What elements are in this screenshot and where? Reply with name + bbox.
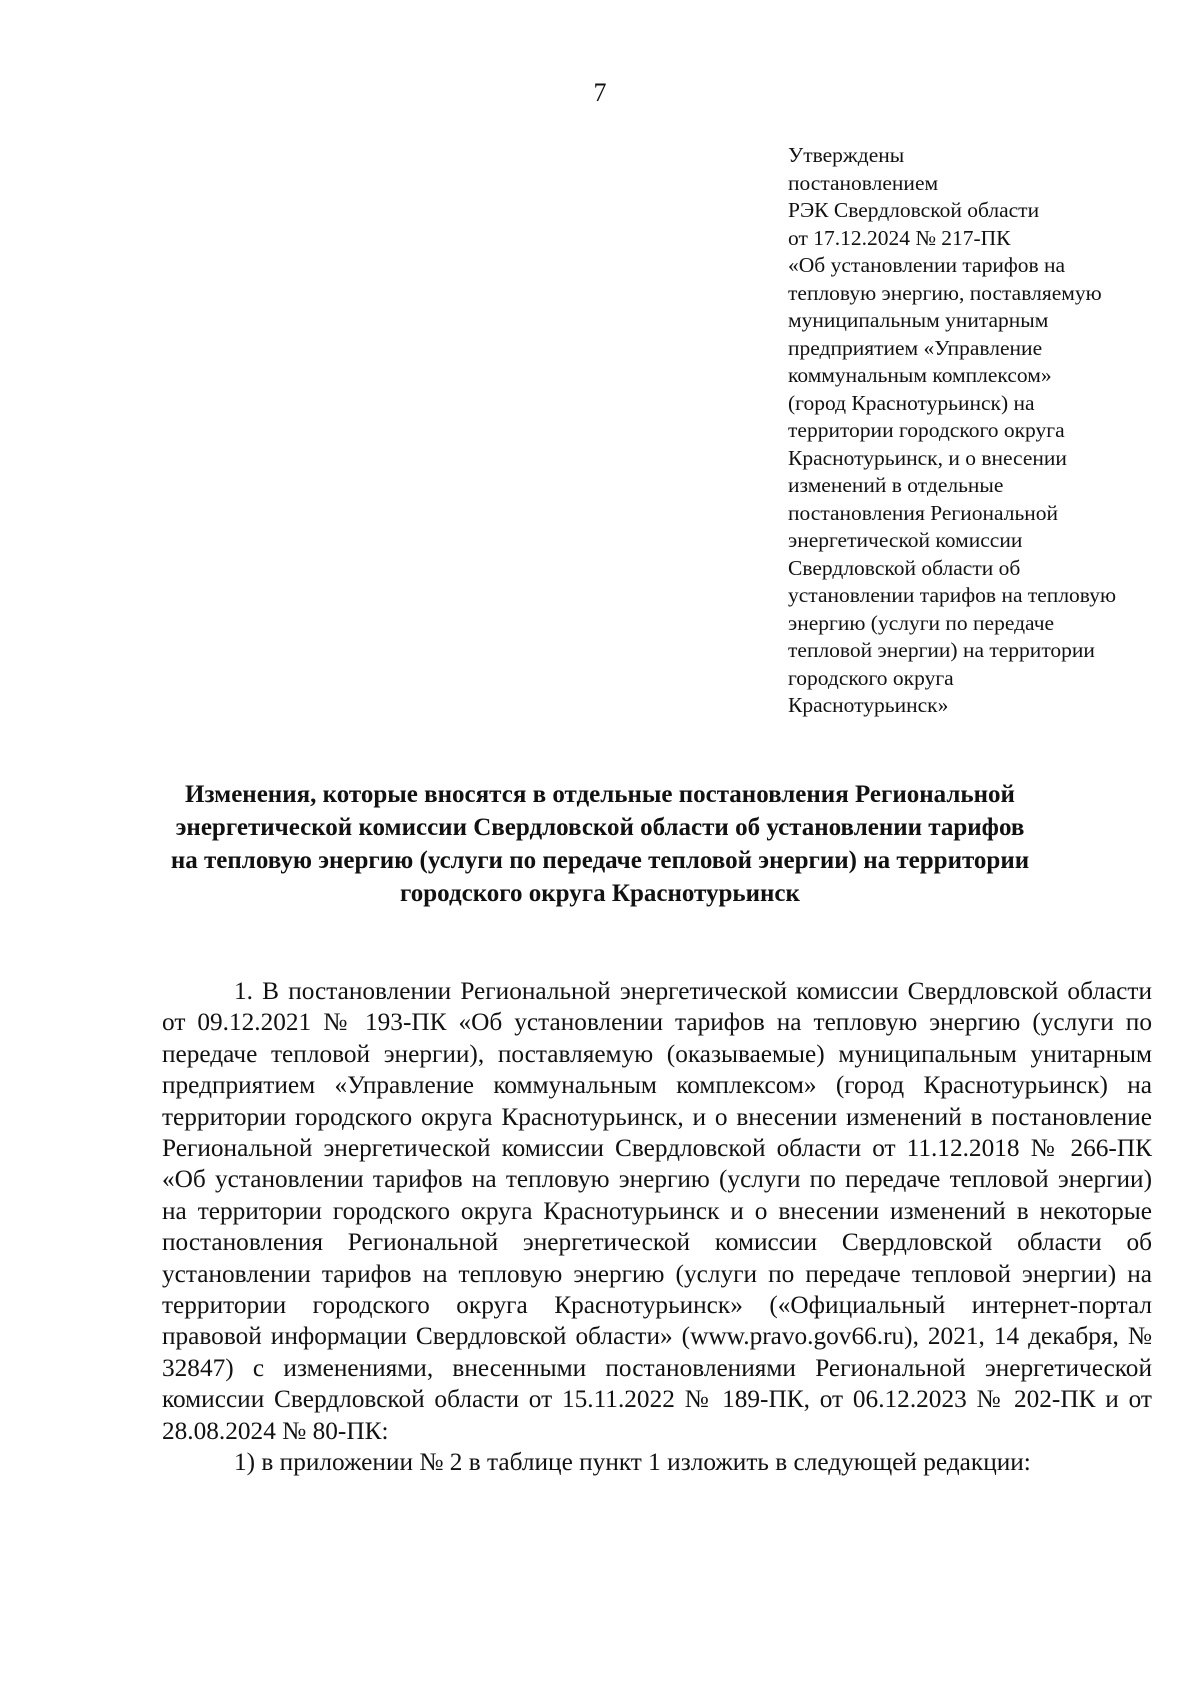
approval-line: энергию (услуги по передаче xyxy=(788,610,1055,635)
approval-line: Краснотурьинск» xyxy=(788,693,949,717)
heading-line: Изменения, которые вносятся в отдельные постановления Региональной xyxy=(185,781,1015,808)
approval-line: Утверждены xyxy=(788,143,905,167)
approval-line: (город Краснотурьинск) на xyxy=(788,390,1035,415)
approval-line: Свердловской области об xyxy=(788,555,1021,580)
approval-line: муниципальным унитарным xyxy=(788,308,1049,332)
document-body xyxy=(162,976,1152,1479)
body-paragraph: 1. В постановлении Региональной энергетической комиссии Свердловской области от 09.12.2021 № 193-ПК «Об установлении тарифов на тепловую энергию (услуги по передаче тепловой энергии), поставляемую (оказываемые) муниципальным унитарным предприятием «Управление коммунальным комплексом» (город Краснотурьинск) на территории городского округа Краснотурьинск, и о внесении изменений в постановление Региональной энергетической комиссии Свердловской области от 11.12.2018 № 266-ПК «Об установлении тарифов на тепловую энергию (услуги по передаче тепловой энергии) на территории городского округа Краснотурьинск и о внесении изменений в некоторые постановления Региональной энергетической комиссии Свердловской области об установлении тарифов на тепловую энергию (услуги по передаче тепловой энергии) на территории городского округа Краснотурьинск» («Официальный интернет-портал правовой информации Свердловской области» (www.pravo.gov66.ru), 2021, 14 декабря, № 32847) с изменениями, внесенными постановлениями Региональной энергетической комиссии Свердловской области от 15.11.2022 № 189-ПК, от 06.12.2023 № 202-ПК и от 28.08.2024 № 80-ПК: xyxy=(162,977,1152,1445)
approval-line: установлении тарифов на тепловую xyxy=(788,583,1117,607)
approval-line: от 17.12.2024 № 217-ПК xyxy=(788,225,1011,250)
approval-line: энергетической комиссии xyxy=(788,528,1023,552)
heading-line: на тепловую энергию (услуги по передаче тепловой энергии) на территории xyxy=(170,847,1030,874)
approval-line: тепловую энергию, поставляемую xyxy=(788,280,1102,305)
approval-line: городского округа xyxy=(788,665,954,690)
approval-line: изменений в отдельные xyxy=(788,473,1004,497)
approval-block xyxy=(788,142,1158,720)
body-paragraph: 1) в приложении № 2 в таблице пункт 1 изложить в следующей редакции: xyxy=(234,1448,1031,1477)
approval-line: постановлением xyxy=(788,170,939,195)
page-number: 7 xyxy=(593,78,607,107)
approval-line: коммунальным комплексом» xyxy=(788,363,1052,387)
approval-line: РЭК Свердловской области xyxy=(788,198,1040,222)
approval-line: предприятием «Управление xyxy=(788,335,1043,360)
approval-line: постановления Региональной xyxy=(788,500,1059,525)
document-heading xyxy=(150,778,1050,910)
approval-line: Краснотурьинск, и о внесении xyxy=(788,445,1067,470)
approval-line: территории городского округа xyxy=(788,418,1065,442)
heading-line: энергетической комиссии Свердловской области об установлении тарифов xyxy=(175,814,1025,841)
heading-line: городского округа Краснотурьинск xyxy=(400,880,800,907)
approval-line: тепловой энергии) на территории xyxy=(788,638,1095,662)
approval-line: «Об установлении тарифов на xyxy=(788,253,1066,277)
